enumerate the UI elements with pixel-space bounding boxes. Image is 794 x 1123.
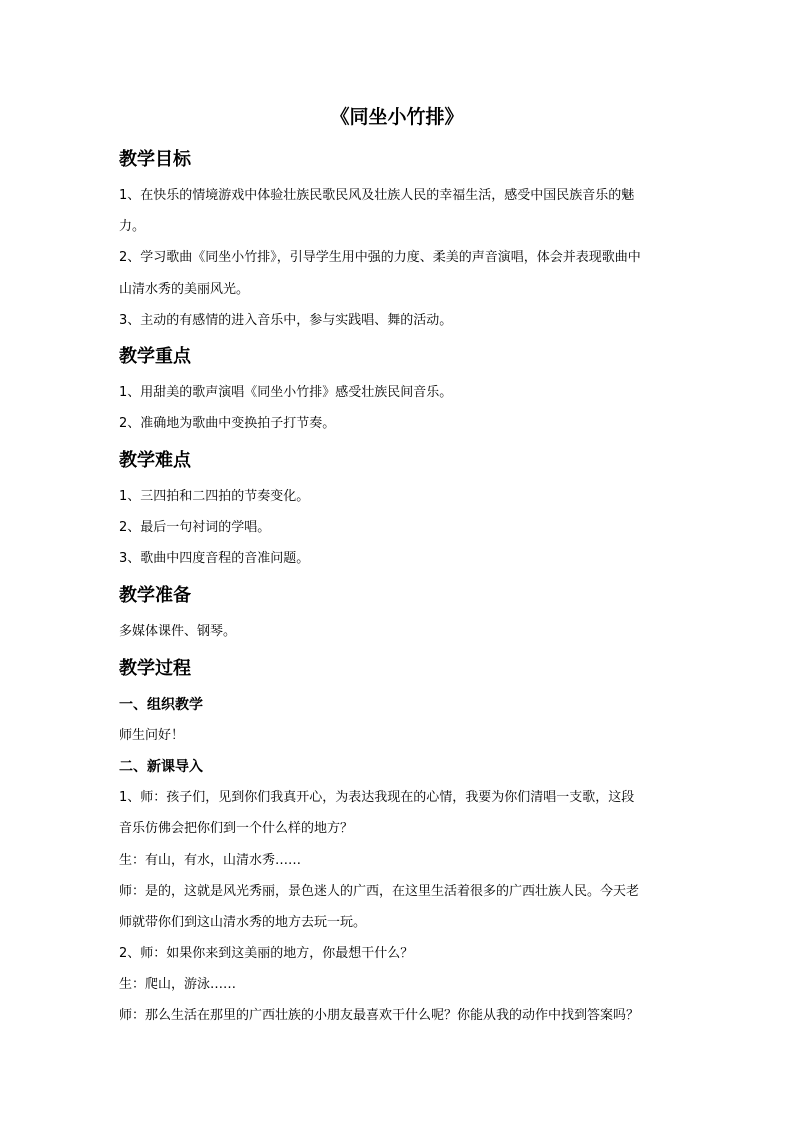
intro-line-8: 师：那么生活在那里的广西壮族的小朋友最喜欢干什么呢？你能从我的动作中找到答案吗？ [119, 1008, 640, 1023]
difficulty-line-3: 3、歌曲中四度音程的音准问题。 [119, 551, 310, 566]
heading-key-points: 教学重点 [119, 346, 191, 367]
subheading-introduction: 二、新课导入 [119, 759, 203, 775]
key-point-line-2: 2、准确地为歌曲中变换拍子打节奏。 [119, 416, 336, 431]
organize-line-1: 师生问好！ [119, 728, 185, 743]
heading-process: 教学过程 [119, 658, 191, 679]
subheading-organize: 一、组织教学 [119, 697, 203, 713]
difficulty-line-2: 2、最后一句衬词的学唱。 [119, 520, 271, 535]
objective-line-4: 山清水秀的美丽风光。 [119, 282, 250, 297]
intro-line-5: 师就带你们到这山清水秀的地方去玩一玩。 [119, 915, 367, 930]
preparation-line-1: 多媒体课件、钢琴。 [119, 624, 237, 639]
key-point-line-1: 1、用甜美的歌声演唱《同坐小竹排》感受壮族民间音乐。 [119, 385, 453, 400]
objective-line-1: 1、在快乐的情境游戏中体验壮族民歌民风及壮族人民的幸福生活，感受中国民族音乐的魅 [119, 188, 635, 203]
intro-line-6: 2、师：如果你来到这美丽的地方，你最想干什么？ [119, 946, 414, 961]
intro-line-3: 生：有山，有水，山清水秀…… [119, 853, 302, 868]
heading-objectives: 教学目标 [119, 149, 191, 170]
heading-preparation: 教学准备 [119, 585, 191, 606]
heading-difficulties: 教学难点 [119, 450, 191, 471]
intro-line-2: 音乐仿佛会把你们到一个什么样的地方？ [119, 821, 354, 836]
objective-line-3: 2、学习歌曲《同坐小竹排》，引导学生用中强的力度、柔美的声音演唱，体会并表现歌曲中 [119, 250, 641, 265]
intro-line-7: 生：爬山，游泳…… [119, 977, 237, 992]
document-title: 《同坐小竹排》 [330, 106, 464, 128]
objective-line-2: 力。 [119, 219, 146, 234]
difficulty-line-1: 1、三四拍和二四拍的节奏变化。 [119, 489, 310, 504]
intro-line-4: 师：是的，这就是风光秀丽，景色迷人的广西，在这里生活着很多的广西壮族人民。今天老 [119, 884, 640, 899]
intro-line-1: 1、师：孩子们，见到你们我真开心，为表达我现在的心情，我要为你们清唱一支歌，这段 [119, 790, 635, 805]
objective-line-5: 3、主动的有感情的进入音乐中，参与实践唱、舞的活动。 [119, 313, 453, 328]
